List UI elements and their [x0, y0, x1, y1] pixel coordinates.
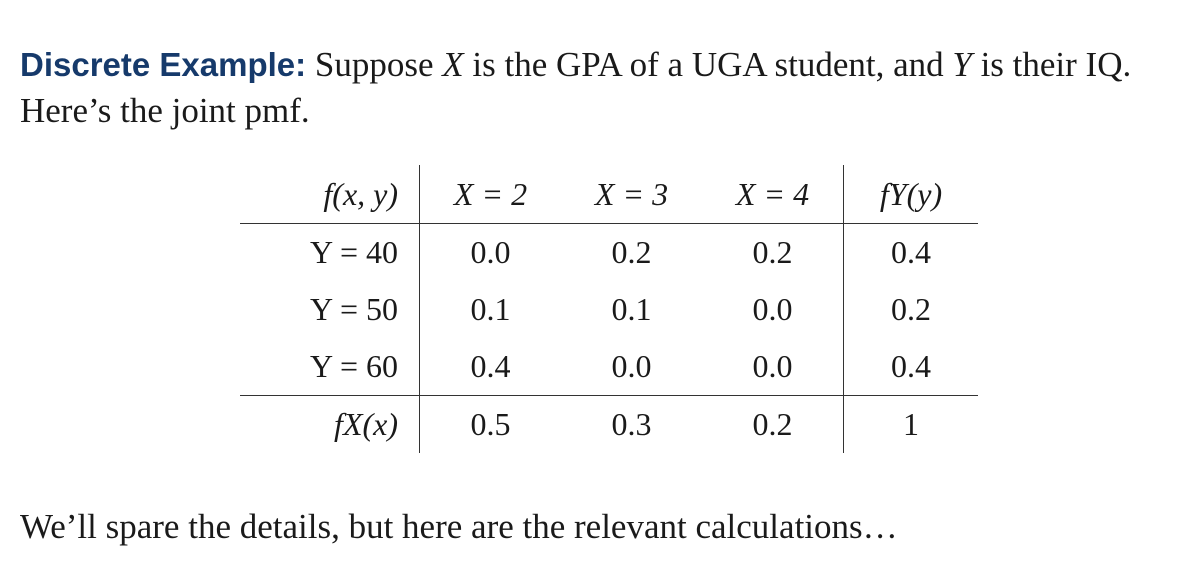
column-header-x2: X = 2 — [420, 165, 562, 224]
intro-var-y: Y — [952, 45, 972, 84]
marginal-x-cell: 0.5 — [470, 406, 511, 442]
row-header: Y = 60 — [240, 338, 420, 396]
marginal-y-cell: 0.4 — [891, 234, 931, 270]
table-cell: 0.2 — [611, 234, 652, 270]
table-header-row — [240, 165, 978, 224]
total-probability-cell: 1 — [903, 406, 919, 442]
table-cell: 0.1 — [470, 291, 511, 327]
intro-text-3: is their IQ. Here’s the joint pmf. — [20, 45, 1132, 130]
intro-text-1: Suppose — [314, 45, 443, 84]
example-heading: Discrete Example: — [20, 46, 307, 83]
column-header-x4: X = 4 — [702, 165, 844, 224]
marginal-x-cell: 0.3 — [611, 406, 652, 442]
marginal-y-cell: 0.2 — [891, 291, 931, 327]
marginal-y-header: fY(y) — [844, 165, 979, 224]
table-cell: 0.4 — [420, 338, 562, 396]
intro-var-x: X — [442, 45, 464, 84]
table-cell: 0.0 — [702, 338, 844, 396]
marginal-x-header: fX(x) — [240, 396, 420, 454]
joint-pmf-table — [240, 165, 978, 453]
intro-paragraph — [20, 42, 1150, 134]
marginal-y-cell: 0.4 — [844, 338, 979, 396]
table-cell: 0.2 — [702, 224, 844, 282]
table-cell: 0.1 — [611, 291, 652, 327]
table-row — [240, 338, 978, 396]
corner-header: f(x, y) — [240, 165, 420, 224]
intro-text-2: is the GPA of a UGA student, and — [463, 45, 953, 84]
row-header: Y = 50 — [240, 281, 420, 338]
closing-sentence: We’ll spare the details, but here are the relevant calculations… — [20, 507, 898, 546]
table-cell: 0.0 — [470, 234, 511, 270]
table-cell: 0.0 — [561, 338, 702, 396]
marginal-x-row — [240, 396, 978, 454]
table-row — [240, 281, 978, 338]
column-header-x3: X = 3 — [561, 165, 702, 224]
row-header: Y = 40 — [240, 224, 420, 282]
table-row — [240, 224, 978, 282]
table-cell: 0.0 — [702, 281, 844, 338]
marginal-x-cell: 0.2 — [702, 396, 844, 454]
